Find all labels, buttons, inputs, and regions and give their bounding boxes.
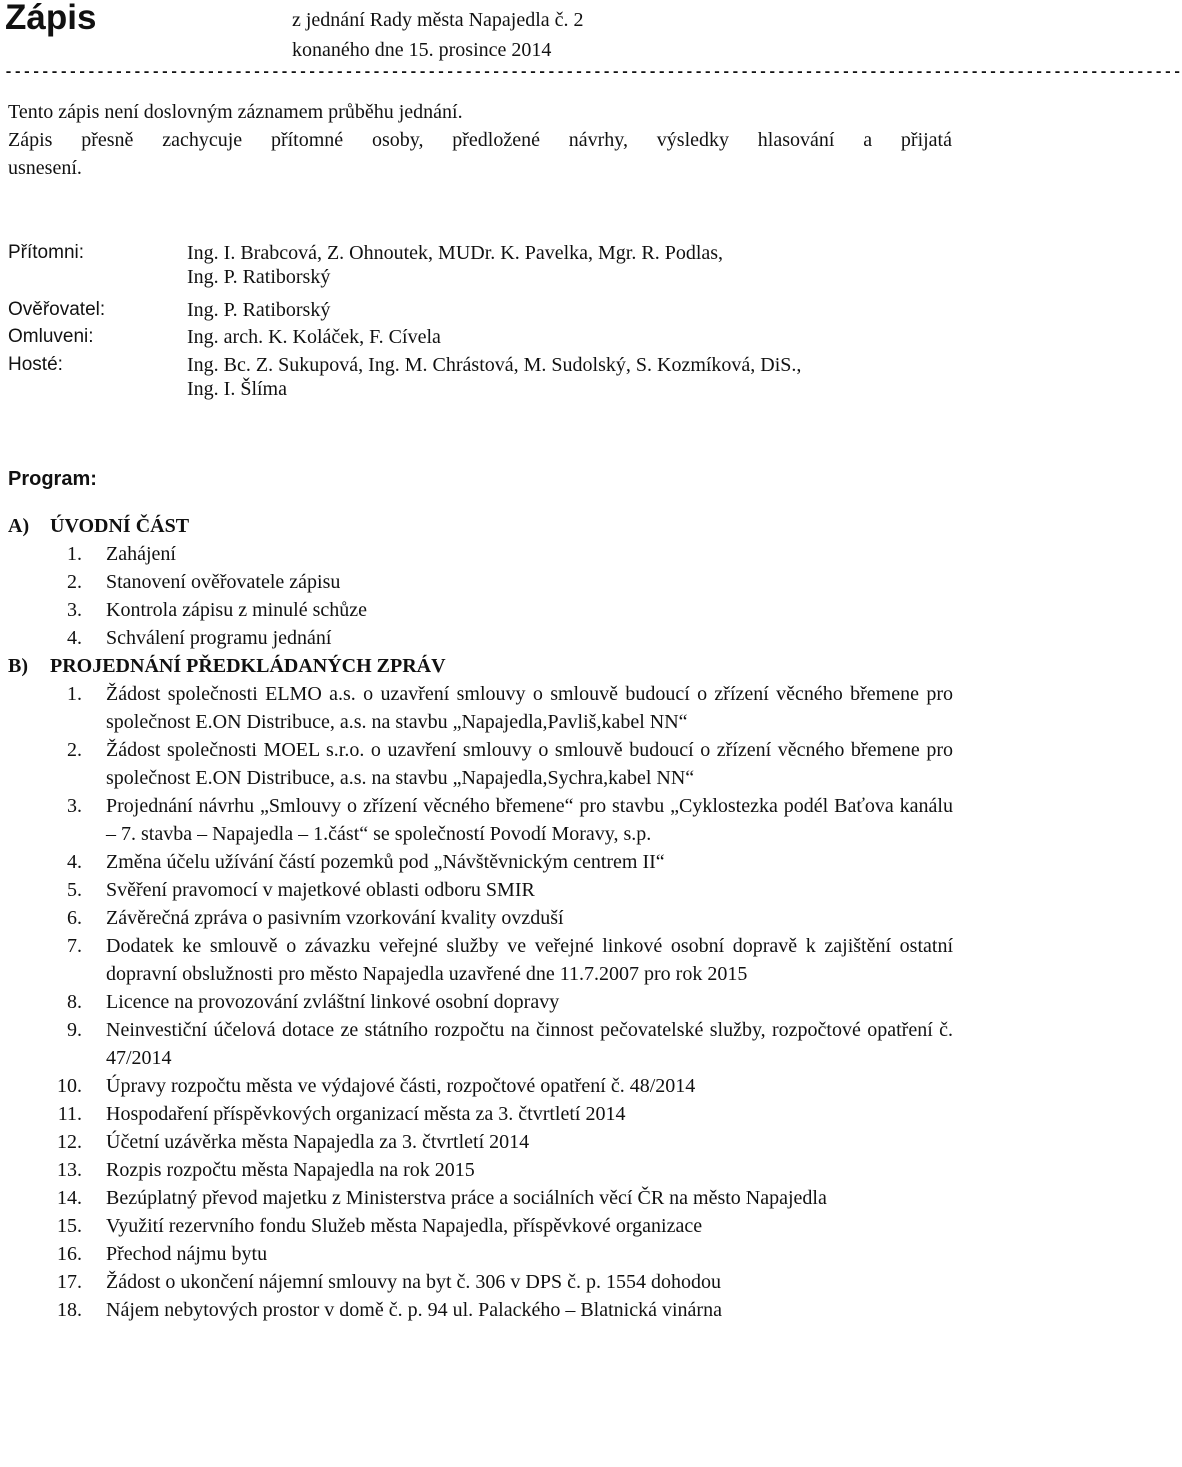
section-b-heading (0, 652, 960, 680)
intro-line-3: usnesení. (8, 157, 82, 179)
agenda-item-number: 7. (67, 935, 82, 957)
agenda-item (0, 848, 953, 876)
agenda-item-text: Dodatek ke smlouvě o závazku veřejné služby ve veřejné linkové osobní dopravě k zajištění ostatní dopravní obslužnosti pro město Napajedla uzavřené dne 11.7.2007 pro rok 2015 (106, 935, 953, 985)
agenda-item-text: Neinvestiční účelová dotace ze státního rozpočtu na činnost pečovatelské služby, rozpočtové opatření č. 47/2014 (106, 1019, 953, 1069)
agenda-item-text: Kontrola zápisu z minulé schůze (106, 599, 368, 621)
intro-line-2: Zápis přesně zachycuje přítomné osoby, předložené návrhy, výsledky hlasování a přijatá (8, 129, 952, 151)
present-label: Přítomni: (8, 242, 85, 263)
agenda-item-number: 17. (57, 1271, 82, 1293)
agenda-item (0, 1296, 953, 1324)
agenda-item (0, 736, 953, 792)
agenda-item-number: 18. (57, 1299, 82, 1321)
agenda-item (0, 1156, 953, 1184)
agenda-item-number: 4. (67, 851, 82, 873)
agenda-item (0, 1128, 953, 1156)
agenda-item-number: 14. (57, 1187, 82, 1209)
agenda-item-number: 11. (57, 1103, 82, 1125)
guests-list (187, 353, 953, 401)
program-heading: Program: (8, 468, 97, 490)
agenda-item-text: Účetní uzávěrka města Napajedla za 3. čtvrtletí 2014 (106, 1131, 530, 1153)
agenda-item-number: 12. (57, 1131, 82, 1153)
agenda-item-number: 6. (67, 907, 82, 929)
agenda-item (0, 624, 953, 652)
agenda-item-text: Přechod nájmu bytu (106, 1243, 268, 1265)
agenda-item-text: Svěření pravomocí v majetkové oblasti odboru SMIR (106, 879, 535, 901)
agenda-item-number: 13. (57, 1159, 82, 1181)
agenda-item (0, 1240, 953, 1268)
agenda-item-number: 10. (57, 1075, 82, 1097)
agenda-item-text: Změna účelu užívání částí pozemků pod „Návštěvnickým centrem II“ (106, 851, 665, 873)
section-b-list (0, 680, 960, 1324)
agenda-item-text: Žádost o ukončení nájemní smlouvy na byt č. 306 v DPS č. p. 1554 dohodou (106, 1271, 721, 1293)
agenda-item-number: 9. (67, 1019, 82, 1041)
agenda (0, 512, 960, 1324)
agenda-item-number: 1. (67, 543, 82, 565)
agenda-item-number: 5. (67, 879, 82, 901)
agenda-item-number: 15. (57, 1215, 82, 1237)
agenda-item-number: 4. (67, 627, 82, 649)
guests-line-2: Ing. I. Šlíma (187, 378, 287, 400)
intro-note (8, 98, 952, 182)
section-letter: A) (8, 515, 30, 537)
agenda-item (0, 988, 953, 1016)
separator-line: -------------------------------------------------------------------------------------------------------------------------------- (4, 64, 1182, 81)
agenda-item-text: Schválení programu jednání (106, 627, 332, 649)
present-line-1: Ing. I. Brabcová, Z. Ohnoutek, MUDr. K. Pavelka, Mgr. R. Podlas, (187, 242, 724, 264)
agenda-item-number: 2. (67, 571, 82, 593)
agenda-item (0, 932, 953, 988)
agenda-item-number: 3. (67, 599, 82, 621)
meeting-date: konaného dne 15. prosince 2014 (292, 39, 552, 61)
agenda-item (0, 876, 953, 904)
verifier-label: Ověřovatel: (8, 299, 106, 320)
agenda-item (0, 1268, 953, 1296)
meeting-title: z jednání Rady města Napajedla č. 2 (292, 9, 584, 31)
agenda-item-text: Stanovení ověřovatele zápisu (106, 571, 341, 593)
agenda-item (0, 596, 953, 624)
agenda-item-number: 2. (67, 739, 82, 761)
agenda-item-number: 16. (57, 1243, 82, 1265)
agenda-item (0, 1072, 953, 1100)
agenda-item (0, 568, 953, 596)
section-letter: B) (8, 655, 28, 677)
agenda-item (0, 1100, 953, 1128)
excused-label: Omluveni: (8, 326, 94, 347)
guests-label: Hosté: (8, 354, 63, 375)
agenda-item (0, 1212, 953, 1240)
agenda-item-text: Úpravy rozpočtu města ve výdajové části, rozpočtové opatření č. 48/2014 (106, 1075, 696, 1097)
present-list (187, 241, 953, 289)
agenda-item (0, 1016, 953, 1072)
verifier-value (187, 298, 953, 322)
intro-line-1: Tento zápis není doslovným záznamem průběhu jednání. (8, 101, 463, 123)
agenda-item-number: 8. (67, 991, 82, 1013)
excused-value (187, 325, 953, 349)
agenda-item-number: 3. (67, 795, 82, 817)
agenda-item (0, 792, 953, 848)
section-title: ÚVODNÍ ČÁST (50, 515, 190, 537)
agenda-item-text: Licence na provozování zvláštní linkové osobní dopravy (106, 991, 560, 1013)
agenda-item-text: Žádost společnosti ELMO a.s. o uzavření smlouvy o smlouvě budoucí o zřízení věcného břemene pro společnost E.ON Distribuce, a.s. na stavbu „Napajedla,Pavliš,kabel NN“ (106, 683, 953, 733)
agenda-item-text: Zahájení (106, 543, 176, 565)
present-line-2: Ing. P. Ratiborský (187, 266, 331, 288)
agenda-item-text: Žádost společnosti MOEL s.r.o. o uzavření smlouvy o smlouvě budoucí o zřízení věcného břemene pro společnost E.ON Distribuce, a.s. na stavbu „Napajedla,Sychra,kabel NN“ (106, 739, 953, 789)
excused-names: Ing. arch. K. Koláček, F. Cívela (187, 326, 441, 348)
guests-line-1: Ing. Bc. Z. Sukupová, Ing. M. Chrástová, M. Sudolský, S. Kozmíková, DiS., (187, 354, 802, 376)
agenda-item (0, 1184, 953, 1212)
section-a-list (0, 540, 960, 652)
agenda-item-number: 1. (67, 683, 82, 705)
agenda-item (0, 904, 953, 932)
section-title: PROJEDNÁNÍ PŘEDKLÁDANÝCH ZPRÁV (50, 655, 446, 677)
agenda-item-text: Rozpis rozpočtu města Napajedla na rok 2015 (106, 1159, 475, 1181)
agenda-item-text: Projednání návrhu „Smlouvy o zřízení věcného břemene“ pro stavbu „Cyklostezka podél Baťova kanálu – 7. stavba – Napajedla – 1.část“ se společností Povodí Moravy, s.p. (106, 795, 953, 845)
verifier-name: Ing. P. Ratiborský (187, 299, 331, 321)
agenda-item-text: Bezúplatný převod majetku z Ministerstva práce a sociálních věcí ČR na město Napajedla (106, 1187, 827, 1209)
agenda-item (0, 540, 953, 568)
document-title: Zápis (5, 0, 97, 37)
agenda-item-text: Závěrečná zpráva o pasivním vzorkování kvality ovzduší (106, 907, 564, 929)
agenda-item-text: Hospodaření příspěvkových organizací města za 3. čtvrtletí 2014 (106, 1103, 626, 1125)
agenda-item (0, 680, 953, 736)
section-a-heading (0, 512, 960, 540)
agenda-item-text: Využití rezervního fondu Služeb města Napajedla, příspěvkové organizace (106, 1215, 703, 1237)
agenda-item-text: Nájem nebytových prostor v domě č. p. 94 ul. Palackého – Blatnická vinárna (106, 1299, 722, 1321)
